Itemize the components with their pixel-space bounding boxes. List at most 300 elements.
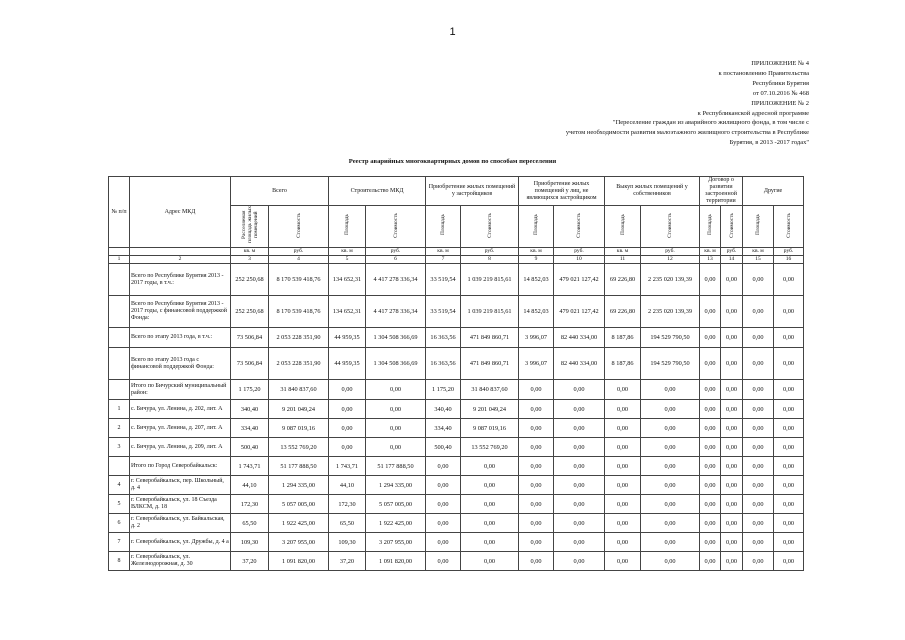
value-cell: 334,40: [426, 419, 461, 438]
value-cell: 0,00: [554, 438, 605, 457]
value-cell: 1 304 508 366,69: [366, 348, 426, 380]
value-cell: 0,00: [774, 264, 804, 296]
value-cell: 340,40: [426, 400, 461, 419]
subheader: Площадь: [329, 206, 366, 248]
value-cell: 340,40: [231, 400, 269, 419]
row-address: Всего по этапу 2013 года с финансовой поддержкой Фонда:: [130, 348, 231, 380]
value-cell: 69 226,80: [605, 296, 641, 328]
value-cell: 0,00: [461, 514, 519, 533]
subheader: Площадь: [700, 206, 721, 248]
value-cell: 0,00: [774, 296, 804, 328]
value-cell: 0,00: [605, 495, 641, 514]
value-cell: 9 087 019,16: [461, 419, 519, 438]
appendix-line: ПРИЛОЖЕНИЕ № 4: [751, 60, 809, 67]
value-cell: 0,00: [774, 476, 804, 495]
value-cell: 0,00: [554, 533, 605, 552]
row-address: Всего по этапу 2013 года, в т.ч.:: [130, 328, 231, 348]
unit-cell: кв. м: [519, 248, 554, 256]
column-index-row: [109, 256, 804, 264]
value-cell: 3 996,07: [519, 328, 554, 348]
value-cell: 8 187,86: [605, 328, 641, 348]
unit-cell: руб.: [641, 248, 700, 256]
value-cell: 0,00: [519, 495, 554, 514]
value-cell: 0,00: [641, 514, 700, 533]
value-cell: 479 021 127,42: [554, 296, 605, 328]
value-cell: 1 743,71: [329, 457, 366, 476]
value-cell: 0,00: [366, 400, 426, 419]
value-cell: 0,00: [721, 328, 743, 348]
value-cell: 0,00: [461, 495, 519, 514]
index-cell: 4: [269, 256, 329, 264]
table-row: [109, 380, 804, 400]
value-cell: 109,30: [329, 533, 366, 552]
value-cell: 0,00: [743, 533, 774, 552]
value-cell: 1 175,20: [231, 380, 269, 400]
value-cell: 0,00: [700, 514, 721, 533]
row-number: [109, 380, 130, 400]
subheader: Стоимость: [269, 206, 329, 248]
value-cell: 1 922 425,00: [366, 514, 426, 533]
value-cell: 65,50: [231, 514, 269, 533]
value-cell: 0,00: [721, 514, 743, 533]
table-row: [109, 419, 804, 438]
value-cell: 0,00: [721, 476, 743, 495]
value-cell: 0,00: [641, 419, 700, 438]
value-cell: 0,00: [519, 419, 554, 438]
value-cell: 0,00: [743, 457, 774, 476]
value-cell: 31 840 837,60: [461, 380, 519, 400]
value-cell: 1 922 425,00: [269, 514, 329, 533]
value-cell: 0,00: [721, 533, 743, 552]
value-cell: 134 652,31: [329, 264, 366, 296]
value-cell: 4 417 278 336,34: [366, 296, 426, 328]
value-cell: 16 363,56: [426, 348, 461, 380]
unit-cell: кв. м: [743, 248, 774, 256]
value-cell: 0,00: [426, 495, 461, 514]
group-header: Приобретение жилых помещений у застройщиков: [426, 177, 519, 206]
value-cell: 0,00: [641, 495, 700, 514]
value-cell: 1 091 820,00: [366, 552, 426, 571]
value-cell: 14 852,03: [519, 296, 554, 328]
value-cell: 9 201 049,24: [269, 400, 329, 419]
subheader: Стоимость: [721, 206, 743, 248]
row-address: г. Северобайкальск, ул. Дружбы, д. 4 а: [130, 533, 231, 552]
value-cell: 44 959,35: [329, 328, 366, 348]
group-header: Строительство МКД: [329, 177, 426, 206]
value-cell: 44,10: [231, 476, 269, 495]
value-cell: 2 235 020 139,39: [641, 296, 700, 328]
value-cell: 0,00: [721, 380, 743, 400]
row-number: 3: [109, 438, 130, 457]
value-cell: 0,00: [461, 552, 519, 571]
row-number: 5: [109, 495, 130, 514]
subheader: Площадь: [743, 206, 774, 248]
value-cell: 0,00: [721, 400, 743, 419]
row-number: [109, 296, 130, 328]
value-cell: 500,40: [231, 438, 269, 457]
value-cell: 0,00: [721, 457, 743, 476]
table-row: [109, 348, 804, 380]
value-cell: 0,00: [743, 348, 774, 380]
value-cell: 1 039 219 815,61: [461, 296, 519, 328]
value-cell: 0,00: [426, 457, 461, 476]
row-number: 1: [109, 400, 130, 419]
value-cell: 0,00: [700, 495, 721, 514]
unit-cell: [130, 248, 231, 256]
value-cell: 0,00: [605, 533, 641, 552]
table-row: [109, 495, 804, 514]
row-number: 2: [109, 419, 130, 438]
page-number: 1: [449, 26, 456, 38]
value-cell: 0,00: [700, 264, 721, 296]
value-cell: 334,40: [231, 419, 269, 438]
appendix-line: к постановлению Правительства: [718, 69, 809, 77]
value-cell: 8 187,86: [605, 348, 641, 380]
value-cell: 0,00: [774, 495, 804, 514]
row-number: [109, 348, 130, 380]
value-cell: 44,10: [329, 476, 366, 495]
value-cell: 0,00: [554, 514, 605, 533]
row-address: с. Бичура, ул. Ленина, д. 202, лит. А: [130, 400, 231, 419]
value-cell: 1 304 508 366,69: [366, 328, 426, 348]
row-number: [109, 328, 130, 348]
value-cell: 0,00: [774, 552, 804, 571]
value-cell: 479 021 127,42: [554, 264, 605, 296]
unit-cell: кв. м: [426, 248, 461, 256]
value-cell: 8 170 539 418,76: [269, 296, 329, 328]
value-cell: 0,00: [743, 264, 774, 296]
group-header: Выкуп жилых помещений у собственников: [605, 177, 700, 206]
value-cell: 0,00: [700, 552, 721, 571]
table-row: [109, 514, 804, 533]
subheader: Площадь: [519, 206, 554, 248]
appendix-line: ПРИЛОЖЕНИЕ № 2: [751, 99, 809, 107]
value-cell: 0,00: [774, 328, 804, 348]
value-cell: 0,00: [743, 419, 774, 438]
value-cell: 0,00: [721, 264, 743, 296]
value-cell: 0,00: [519, 533, 554, 552]
value-cell: 0,00: [641, 533, 700, 552]
value-cell: 73 506,84: [231, 348, 269, 380]
unit-cell: руб.: [774, 248, 804, 256]
value-cell: 2 053 228 351,90: [269, 328, 329, 348]
unit-cell: руб.: [269, 248, 329, 256]
value-cell: 0,00: [519, 380, 554, 400]
value-cell: 172,30: [231, 495, 269, 514]
unit-cell: кв. м: [329, 248, 366, 256]
value-cell: 0,00: [700, 400, 721, 419]
unit-cell: кв. м: [700, 248, 721, 256]
value-cell: 0,00: [554, 476, 605, 495]
value-cell: 0,00: [366, 380, 426, 400]
value-cell: 0,00: [641, 552, 700, 571]
index-cell: 11: [605, 256, 641, 264]
value-cell: 73 506,84: [231, 328, 269, 348]
appendix-line: "Переселение граждан из аварийного жилищного фонда, в том числе с: [612, 119, 809, 127]
value-cell: 0,00: [605, 457, 641, 476]
value-cell: 0,00: [366, 419, 426, 438]
index-cell: 10: [554, 256, 605, 264]
unit-cell: руб.: [554, 248, 605, 256]
table-row: [109, 328, 804, 348]
value-cell: 1 091 820,00: [269, 552, 329, 571]
value-cell: 0,00: [519, 438, 554, 457]
row-address: Всего по Республике Бурятия 2013 - 2017 годы, в т.ч.:: [130, 264, 231, 296]
value-cell: 0,00: [554, 380, 605, 400]
value-cell: 0,00: [743, 400, 774, 419]
value-cell: 44 959,35: [329, 348, 366, 380]
value-cell: 9 087 019,16: [269, 419, 329, 438]
value-cell: 0,00: [461, 476, 519, 495]
row-address: Итого по Город Северобайкальск:: [130, 457, 231, 476]
index-cell: 8: [461, 256, 519, 264]
value-cell: 471 849 860,71: [461, 328, 519, 348]
unit-cell: руб.: [461, 248, 519, 256]
value-cell: 0,00: [774, 400, 804, 419]
value-cell: 0,00: [743, 296, 774, 328]
table-row: [109, 476, 804, 495]
unit-cell: кв. м: [231, 248, 269, 256]
value-cell: 0,00: [700, 348, 721, 380]
value-cell: 33 519,54: [426, 264, 461, 296]
row-address: Итого по Бичурский муниципальный район:: [130, 380, 231, 400]
value-cell: 1 294 335,00: [366, 476, 426, 495]
value-cell: 0,00: [721, 438, 743, 457]
value-cell: 8 170 539 418,76: [269, 264, 329, 296]
value-cell: 0,00: [700, 380, 721, 400]
row-address: г. Северобайкальск, пер. Школьный, д. 4: [130, 476, 231, 495]
value-cell: 0,00: [721, 419, 743, 438]
value-cell: 0,00: [605, 419, 641, 438]
col-number-header: № п/п: [109, 177, 130, 248]
group-header: Приобретение жилых помещений у лиц, не являющихся застройщиком: [519, 177, 605, 206]
value-cell: 0,00: [700, 438, 721, 457]
table-row: [109, 438, 804, 457]
subheader: Стоимость: [366, 206, 426, 248]
value-cell: 0,00: [743, 495, 774, 514]
units-row: [109, 248, 804, 256]
value-cell: 0,00: [641, 457, 700, 476]
group-header: Другие: [743, 177, 804, 206]
value-cell: 65,50: [329, 514, 366, 533]
value-cell: 0,00: [743, 514, 774, 533]
appendix-line: к Республиканской адресной программе: [697, 109, 809, 117]
value-cell: 0,00: [461, 457, 519, 476]
row-address: с. Бичура, ул. Ленина, д. 207, лит. А: [130, 419, 231, 438]
index-cell: 5: [329, 256, 366, 264]
row-number: 8: [109, 552, 130, 571]
row-address: г. Северобайкальск, ул. 18 Съезда ВЛКСМ, д. 18: [130, 495, 231, 514]
value-cell: 16 363,56: [426, 328, 461, 348]
value-cell: 0,00: [641, 380, 700, 400]
subheader: Стоимость: [461, 206, 519, 248]
value-cell: 2 053 228 351,90: [269, 348, 329, 380]
value-cell: 0,00: [721, 495, 743, 514]
value-cell: 14 852,03: [519, 264, 554, 296]
value-cell: 0,00: [554, 457, 605, 476]
value-cell: 0,00: [605, 552, 641, 571]
table-row: [109, 552, 804, 571]
value-cell: 4 417 278 336,34: [366, 264, 426, 296]
value-cell: 0,00: [700, 476, 721, 495]
value-cell: 0,00: [519, 476, 554, 495]
value-cell: 0,00: [774, 348, 804, 380]
row-number: 7: [109, 533, 130, 552]
col-address-header: Адрес МКД: [130, 177, 231, 248]
group-header: Всего: [231, 177, 329, 206]
value-cell: 0,00: [605, 476, 641, 495]
row-address: с. Бичура, ул. Ленина, д. 209, лит. А: [130, 438, 231, 457]
table-row: [109, 400, 804, 419]
value-cell: 0,00: [554, 400, 605, 419]
value-cell: 0,00: [743, 438, 774, 457]
value-cell: 0,00: [700, 533, 721, 552]
header-row-groups: [109, 177, 804, 206]
value-cell: 172,30: [329, 495, 366, 514]
value-cell: 0,00: [774, 533, 804, 552]
value-cell: 0,00: [605, 438, 641, 457]
value-cell: 0,00: [743, 476, 774, 495]
table-row: [109, 296, 804, 328]
value-cell: 31 840 837,60: [269, 380, 329, 400]
value-cell: 5 057 005,00: [269, 495, 329, 514]
value-cell: 0,00: [519, 457, 554, 476]
value-cell: 13 552 769,20: [269, 438, 329, 457]
row-number: 6: [109, 514, 130, 533]
value-cell: 37,20: [329, 552, 366, 571]
value-cell: 0,00: [329, 380, 366, 400]
value-cell: 0,00: [426, 476, 461, 495]
value-cell: 51 177 888,50: [366, 457, 426, 476]
value-cell: 33 519,54: [426, 296, 461, 328]
subheader: Стоимость: [774, 206, 804, 248]
document-title: Реестр аварийных многоквартирных домов по способам переселения: [348, 158, 557, 165]
appendix-line: учетом необходимости развития малоэтажного жилищного строительства в Республике: [565, 129, 809, 137]
appendix-line: Бурятия, в 2013 -2017 годах": [729, 139, 809, 147]
subheader: Стоимость: [554, 206, 605, 248]
value-cell: 3 996,07: [519, 348, 554, 380]
value-cell: 0,00: [426, 552, 461, 571]
value-cell: 0,00: [700, 457, 721, 476]
row-address: г. Северобайкальск, ул. Железнодорожная, д. 30: [130, 552, 231, 571]
value-cell: 252 250,68: [231, 296, 269, 328]
value-cell: 69 226,80: [605, 264, 641, 296]
index-cell: 13: [700, 256, 721, 264]
value-cell: 0,00: [721, 348, 743, 380]
value-cell: 134 652,31: [329, 296, 366, 328]
table-row: [109, 457, 804, 476]
value-cell: 0,00: [605, 514, 641, 533]
value-cell: 0,00: [743, 380, 774, 400]
value-cell: 0,00: [774, 438, 804, 457]
registry-table: [108, 176, 804, 571]
value-cell: 0,00: [519, 552, 554, 571]
table-row: [109, 264, 804, 296]
value-cell: 0,00: [721, 296, 743, 328]
value-cell: 0,00: [721, 552, 743, 571]
value-cell: 0,00: [554, 552, 605, 571]
index-cell: 3: [231, 256, 269, 264]
subheader: Стоимость: [641, 206, 700, 248]
index-cell: 6: [366, 256, 426, 264]
value-cell: 0,00: [519, 514, 554, 533]
value-cell: 1 743,71: [231, 457, 269, 476]
value-cell: 0,00: [519, 400, 554, 419]
value-cell: 0,00: [774, 380, 804, 400]
subheader: Расселяемая площадь жилых помещений: [231, 206, 269, 248]
value-cell: 0,00: [700, 419, 721, 438]
value-cell: 194 529 790,50: [641, 328, 700, 348]
unit-cell: руб.: [366, 248, 426, 256]
value-cell: 252 250,68: [231, 264, 269, 296]
value-cell: 51 177 888,50: [269, 457, 329, 476]
index-cell: 1: [109, 256, 130, 264]
value-cell: 0,00: [329, 438, 366, 457]
unit-cell: кв. м: [605, 248, 641, 256]
value-cell: 1 175,20: [426, 380, 461, 400]
value-cell: 82 440 334,00: [554, 348, 605, 380]
value-cell: 0,00: [605, 400, 641, 419]
index-cell: 14: [721, 256, 743, 264]
value-cell: 0,00: [426, 533, 461, 552]
value-cell: 0,00: [329, 419, 366, 438]
value-cell: 1 294 335,00: [269, 476, 329, 495]
value-cell: 2 235 020 139,39: [641, 264, 700, 296]
value-cell: 0,00: [641, 438, 700, 457]
value-cell: 3 207 955,00: [366, 533, 426, 552]
index-cell: 9: [519, 256, 554, 264]
appendix-line: от 07.10.2016 № 468: [752, 89, 809, 97]
value-cell: 3 207 955,00: [269, 533, 329, 552]
index-cell: 7: [426, 256, 461, 264]
row-number: [109, 457, 130, 476]
value-cell: 500,40: [426, 438, 461, 457]
value-cell: 0,00: [554, 419, 605, 438]
value-cell: 9 201 049,24: [461, 400, 519, 419]
value-cell: 5 057 005,00: [366, 495, 426, 514]
value-cell: 82 440 334,00: [554, 328, 605, 348]
value-cell: 0,00: [554, 495, 605, 514]
value-cell: 0,00: [774, 514, 804, 533]
value-cell: 471 849 860,71: [461, 348, 519, 380]
appendix-line: Республики Бурятия: [752, 79, 809, 87]
value-cell: 0,00: [774, 419, 804, 438]
index-cell: 15: [743, 256, 774, 264]
value-cell: 194 529 790,50: [641, 348, 700, 380]
value-cell: 0,00: [700, 296, 721, 328]
index-cell: 12: [641, 256, 700, 264]
value-cell: 0,00: [605, 380, 641, 400]
value-cell: 37,20: [231, 552, 269, 571]
value-cell: 109,30: [231, 533, 269, 552]
row-number: 4: [109, 476, 130, 495]
value-cell: 0,00: [641, 476, 700, 495]
value-cell: 0,00: [461, 533, 519, 552]
index-cell: 2: [130, 256, 231, 264]
row-address: г. Северобайкальск, ул. Байкальская, д. 2: [130, 514, 231, 533]
value-cell: 0,00: [743, 328, 774, 348]
appendix-header: [479, 59, 809, 148]
subheader: Площадь: [605, 206, 641, 248]
value-cell: 1 039 219 815,61: [461, 264, 519, 296]
group-header: Договор о развитии застроенной территории: [700, 177, 743, 206]
value-cell: 0,00: [426, 514, 461, 533]
table-body: [109, 264, 804, 571]
value-cell: 0,00: [743, 552, 774, 571]
value-cell: 0,00: [366, 438, 426, 457]
index-cell: 16: [774, 256, 804, 264]
table-row: [109, 533, 804, 552]
